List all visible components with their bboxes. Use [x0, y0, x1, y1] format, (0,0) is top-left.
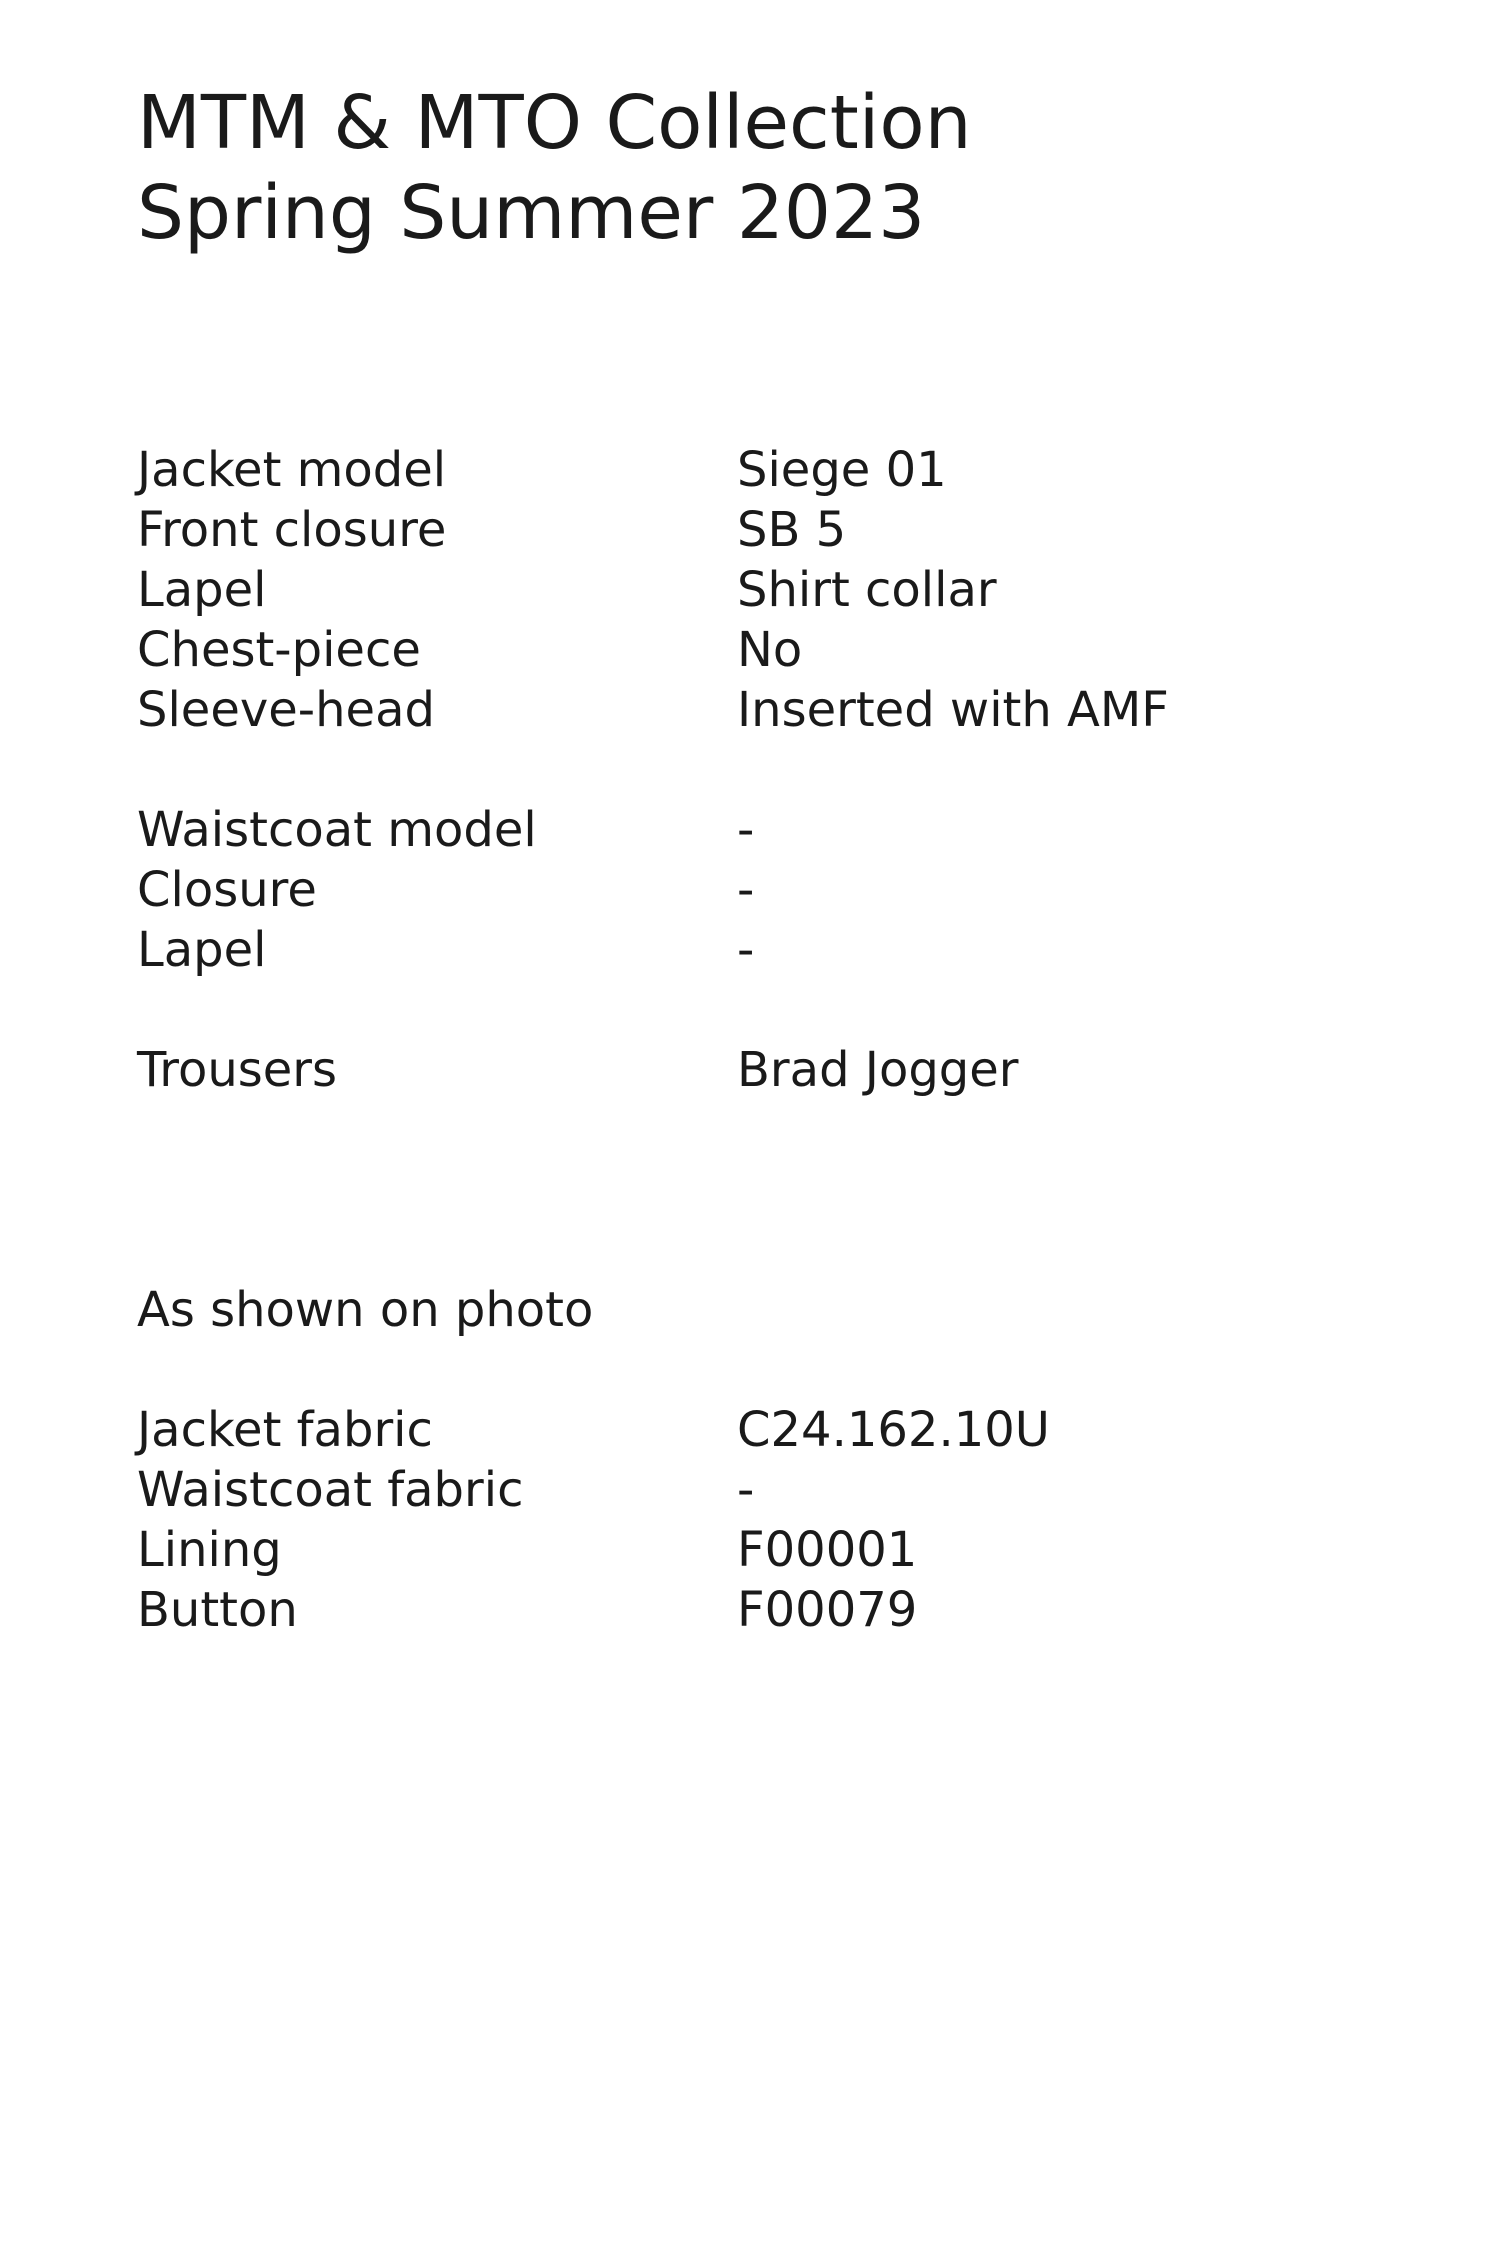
spec-label: Jacket model: [137, 442, 447, 498]
spec-value: Inserted with AMF: [737, 682, 1169, 738]
spec-value: -: [737, 1462, 755, 1518]
spec-row-button: [137, 1580, 1337, 1640]
page-title: [137, 78, 972, 258]
spec-value: Siege 01: [737, 442, 947, 498]
spec-label: Lining: [137, 1522, 282, 1578]
spec-row-trousers: [137, 1040, 1337, 1100]
spec-row-chest-piece: [137, 620, 1337, 680]
spec-label: Lapel: [137, 562, 267, 618]
title-line-collection: MTM & MTO Collection: [137, 80, 972, 166]
spec-row-lining: [137, 1520, 1337, 1580]
spec-value: -: [737, 922, 755, 978]
spec-label: Waistcoat model: [137, 802, 537, 858]
spec-label: Front closure: [137, 502, 447, 558]
spec-row-jacket-model: [137, 440, 1337, 500]
spec-value: -: [737, 862, 755, 918]
spec-value: F00001: [737, 1522, 918, 1578]
spec-row-front-closure: [137, 500, 1337, 560]
spec-label: Jacket fabric: [137, 1402, 433, 1458]
photo-note: As shown on photo: [137, 1282, 594, 1338]
spec-row-waistcoat-fabric: [137, 1460, 1337, 1520]
spec-value: SB 5: [737, 502, 847, 558]
spec-label: Chest-piece: [137, 622, 421, 678]
spec-value: Brad Jogger: [737, 1042, 1019, 1098]
title-line-season: Spring Summer 2023: [137, 170, 926, 256]
spec-row-jacket-fabric: [137, 1400, 1337, 1460]
spec-row-waistcoat-lapel: [137, 920, 1337, 980]
spec-label: Trousers: [137, 1042, 338, 1098]
spec-label: Waistcoat fabric: [137, 1462, 524, 1518]
fabric-spec-section: [137, 1400, 1337, 1640]
spec-row-lapel: [137, 560, 1337, 620]
spec-label: Lapel: [137, 922, 267, 978]
spec-label: Closure: [137, 862, 317, 918]
spec-label: Button: [137, 1582, 298, 1638]
spec-value: Shirt collar: [737, 562, 997, 618]
spec-row-closure: [137, 860, 1337, 920]
spec-value: C24.162.10U: [737, 1402, 1050, 1458]
spec-row-sleeve-head: [137, 680, 1337, 740]
spec-value: F00079: [737, 1582, 918, 1638]
spec-row-waistcoat-model: [137, 800, 1337, 860]
trousers-spec-section: [137, 1040, 1337, 1100]
spec-label: Sleeve-head: [137, 682, 435, 738]
jacket-spec-section: [137, 440, 1337, 740]
waistcoat-spec-section: [137, 800, 1337, 980]
spec-value: No: [737, 622, 803, 678]
spec-value: -: [737, 802, 755, 858]
